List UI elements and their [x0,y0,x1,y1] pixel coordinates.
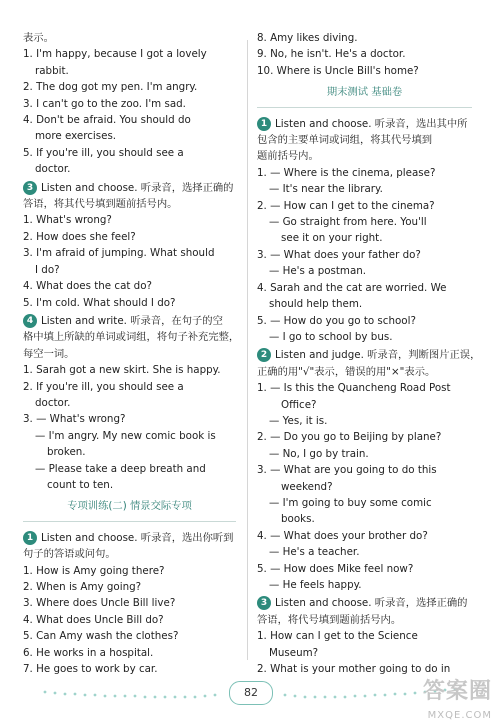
list-item: 5. Can Amy wash the clothes? [23,630,179,643]
list-item: — I'm going to buy some comic [269,496,432,509]
list-item: 9. No, he isn't. He's a doctor. [257,48,406,61]
section-1-instruction: 1 Listen and choose. 听录音，选出你听到 [23,530,236,546]
list-item: weekend? [281,480,333,493]
list-item: rabbit. [35,64,69,77]
section-3-instruction: 3 Listen and choose. 听录音，选择正确的 [23,180,236,196]
list-item: 7. He goes to work by car. [23,663,158,676]
section-number-badge: 3 [23,181,37,195]
watermark-url: MXQE.COM [427,710,492,721]
right-column: 8. Amy likes diving. 9. No, he isn't. He's a doctor. 10. Where is Uncle Bill's home? 期末测试 基础卷 1 Listen and choose. 听录音，选出其中所 包含的主要单词或词组，将其代号填到 题前括号内。 1. — Where is the cinema, please? — It's near the library. 2. — How can I get to the cinema? — Go straight from here. You'll see it on your right. 3. — What does your father do? — He's a postman. 4. Sarah and the cat are worried. We should help them. 5. — How do you go to school? — I go to school by bus. 2 Listen and judge. 听录音，判断图片正误， 正确的用"√"表示，错误的用"×"表示。 1. — Is this the Quancheng Road Post Office? — Yes, it is. 2. — Do you go to Beijing by plane? — No, I go by train. 3. — What are you going to do this weekend? — I'm going to buy some comic books. 4. — What does your brother do? — He's a teacher. 5. — How does Mike feel now? — He feels happy. 3 Listen and choose. 听录音，选择正确的 答语，将代号填到题前括号内。 1. How can I get to the Science Museum? 2. What is your mother going to do in [257,30,472,677]
list-item: — Go straight from here. You'll [269,216,427,229]
list-item: 5. — How do you go to school? [257,314,416,327]
section-4-list [23,362,236,493]
list-item: 4. Sarah and the cat are worried. We [257,281,447,294]
column-divider [247,40,248,660]
list-item: 3. — What does your father do? [257,248,421,261]
list-item: doctor. [35,163,71,176]
list-item: 8. Amy likes diving. [257,32,358,44]
list-item: — It's near the library. [269,183,383,196]
list-item: — Yes, it is. [269,414,328,427]
list-item: 10. Where is Uncle Bill's home? [257,64,419,77]
list-item: — Please take a deep breath and [35,462,206,475]
list-item: should help them. [269,298,363,311]
list-item: count to ten. [47,478,114,491]
list-item: 3. I can't go to the zoo. I'm sad. [23,97,186,110]
intro-text: 表示。 [23,32,54,44]
continued-list [257,30,472,79]
list-item: Museum? [269,646,319,659]
list-item: — I'm angry. My new comic book is [35,429,216,442]
list-item: 2. — Do you go to Beijing by plane? [257,431,442,444]
list-item: more exercises. [35,130,117,143]
list-item: 5. I'm cold. What should I do? [23,296,176,309]
left-column: 表示。 1. I'm happy, because I got a lovely rabbit. 2. The dog got my pen. I'm angry. 3. I can't go to the zoo. I'm sad. 4. Don't be afraid. You should do more exercises. 5. If you're ill, you should see a doctor. 3 Listen and choose. 听录音，选择正确的 答语，将其代号填到题前括号内。 1. What's wrong? 2. How does she feel? 3. I'm afraid of jumping. What should I do? 4. What does the cat do? 5. I'm cold. What should I do? 4 Listen and write. 听录音，在句子的空 格中填上所缺的单词或词组，将句子补充完整， 每空一词。 1. Sarah got a new skirt. She is happy. 2. If you're ill, you should see a doctor. 3. — What's wrong? — I'm angry. My new comic book is broken. — Please take a deep breath and count to ten. 专项训练(二) 情景交际专项 1 Listen and choose. 听录音，选出你听到 句子的答语或问句。 1. How is Amy going there? 2. When is Amy going? 3. Where does Uncle Bill live? 4. What does Uncle Bill do? 5. Can Amy wash the clothes? 6. He works in a hospital. 7. He goes to work by car. [23,30,236,677]
list-item: 5. — How does Mike feel now? [257,562,414,575]
test-section-1-instruction: 1 Listen and choose. 听录音，选出其中所 [257,116,472,132]
list-item: 1. — Is this the Quancheng Road Post [257,382,451,395]
list-item: 1. How is Amy going there? [23,564,165,577]
list-item: 1. Sarah got a new skirt. She is happy. [23,364,221,377]
test-section-1-list [257,165,472,345]
list-item: see it on your right. [281,232,383,245]
list-item: 5. If you're ill, you should see a [23,146,184,159]
list-item: doctor. [35,396,71,409]
list-item: 1. How can I get to the Science [257,630,418,643]
list-item: 6. He works in a hospital. [23,646,154,659]
list-item: — He's a teacher. [269,546,360,559]
section-number-badge: 1 [257,117,271,131]
answer-list-a [23,46,236,177]
list-item: 3. Where does Uncle Bill live? [23,597,176,610]
list-item: 3. — What are you going to do this [257,464,437,477]
section-number-badge: 4 [23,314,37,328]
list-item: — He feels happy. [269,579,362,591]
page-number: 82 [229,681,273,705]
list-item: 3. I'm afraid of jumping. What should [23,247,215,260]
divider [257,107,472,108]
list-item: 3. — What's wrong? [23,413,126,426]
list-item: 1. What's wrong? [23,214,112,227]
list-item: 1. — Where is the cinema, please? [257,166,436,179]
list-item: 4. What does Uncle Bill do? [23,613,164,626]
section-3-list [23,212,236,310]
list-item: — No, I go by train. [269,447,369,460]
list-item: Office? [281,398,317,411]
list-item: — I go to school by bus. [269,330,393,343]
list-item: — He's a postman. [269,265,367,278]
section-number-badge: 3 [257,596,271,610]
list-item: 4. What does the cat do? [23,280,152,293]
list-item: 2. The dog got my pen. I'm angry. [23,81,198,94]
section-number-badge: 2 [257,348,271,362]
watermark-logo: 答案圈 [422,679,492,704]
test-section-2-list [257,380,472,593]
list-item: 4. Don't be afraid. You should do [23,114,191,127]
list-item: 2. When is Amy going? [23,581,142,593]
divider [23,521,236,522]
section-4-instruction: 4 Listen and write. 听录音，在句子的空 [23,313,236,329]
list-item: books. [281,513,315,526]
list-item: 2. How does she feel? [23,230,136,243]
list-item: 2. If you're ill, you should see a [23,380,184,393]
list-item: I do? [35,263,60,276]
list-item: 1. I'm happy, because I got a lovely [23,48,207,61]
test-section-3-instruction: 3 Listen and choose. 听录音，选择正确的 [257,595,472,611]
list-item: 2. What is your mother going to do in [257,663,451,676]
list-item: 4. — What does your brother do? [257,529,428,542]
section-heading: 专项训练(二) 情景交际专项 [67,500,192,513]
test-section-2-instruction: 2 Listen and judge. 听录音，判断图片正误， [257,347,472,363]
section-heading: 期末测试 基础卷 [326,86,403,99]
section-number-badge: 1 [23,531,37,545]
section-1-list [23,563,236,678]
list-item: broken. [47,446,86,459]
list-item: 2. — How can I get to the cinema? [257,199,435,212]
